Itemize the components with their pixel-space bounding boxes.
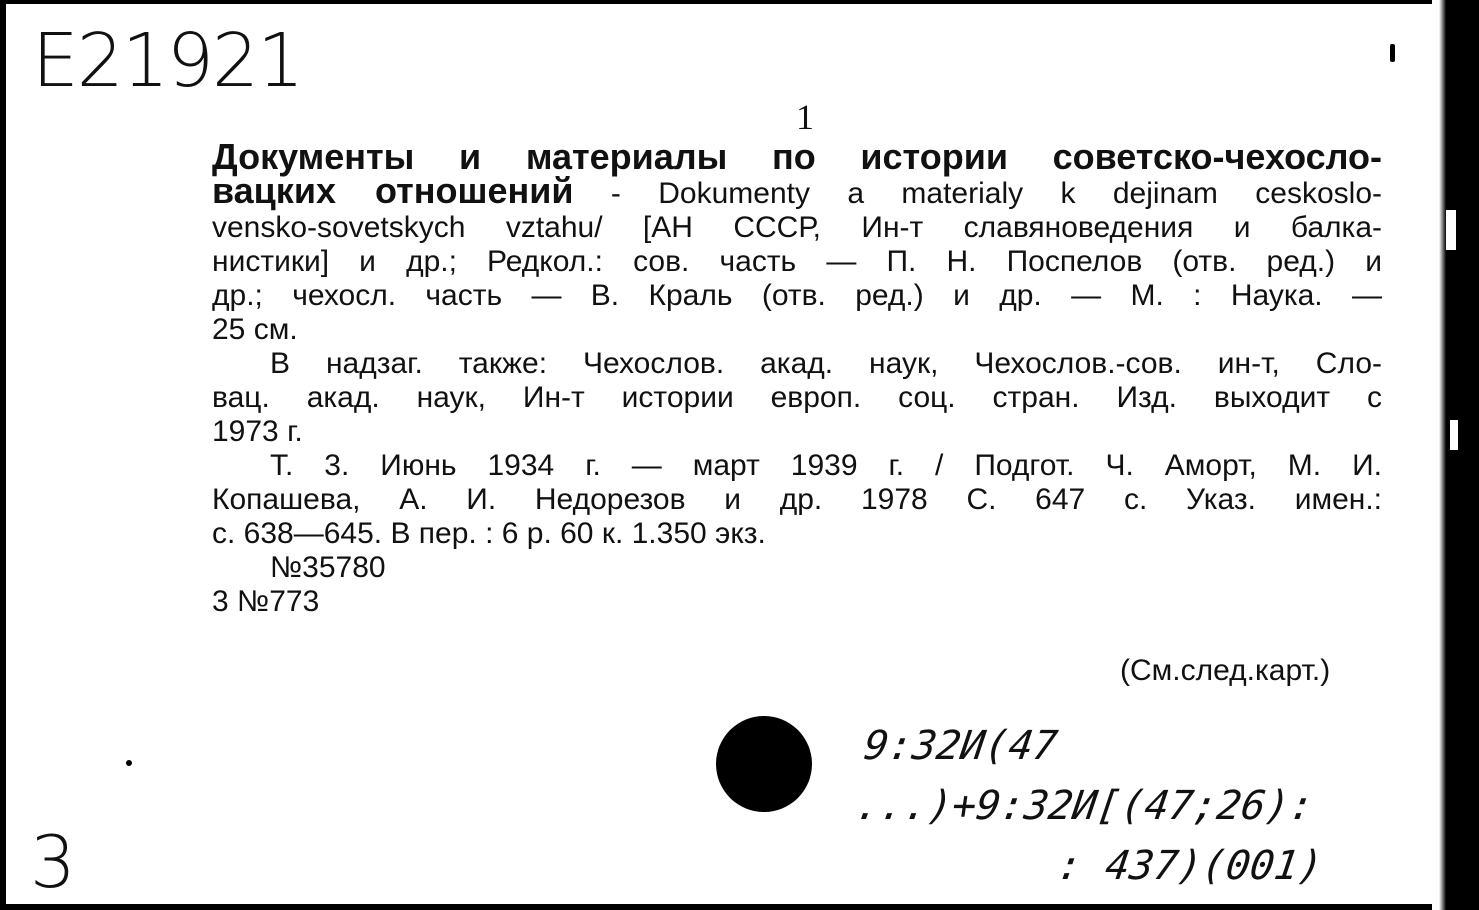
classification-line-1: 9:32И(47 ...)+9:32И[(47;26): [852,723,1317,829]
punch-hole [716,716,812,812]
corner-mark: 3 [30,820,76,904]
inventory-number-1: №35780 [270,551,386,584]
card-border-top [0,0,1440,4]
text-line-4: нистики] и др.; Редкол.: сов. часть — П. Н. Поспелов (отв. ред.) и [212,245,1382,278]
text-line-5: др.; чехосл. часть — В. Краль (отв. ред.) и др. — М. : Наука. — [212,279,1382,312]
note-line-2: вац. акад. наук, Ин-т истории европ. соц. стран. Изд. выходит с [212,381,1382,414]
volume-line-1: Т. 3. Июнь 1934 г. — март 1939 г. / Подгот. Ч. Аморт, М. И. [270,449,1382,482]
classification-line-2: : 437)(001) [1054,843,1326,889]
see-next-card: (См.след.карт.) [1120,654,1331,687]
handwritten-id: E21921 [32,18,303,104]
title-line-1: Документы и материалы по истории советско-чехосло- [212,136,1382,177]
text-line-3: vensko-sovetskych vztahu/ [АН СССР, Ин-т славяноведения и балка- [212,211,1382,244]
card-body [212,136,1382,619]
note-line-1: В надзаг. также: Чехослов. акад. наук, Чехослов.-сов. ин-т, Сло- [270,347,1382,380]
note-paragraph [212,347,1382,449]
ink-speck [1390,44,1395,62]
card-border-left [0,0,6,910]
text-line-2: вацких отношений - Dokumenty a materialy k dejinam ceskoslo- [212,170,1382,211]
page-number: 1 [796,97,814,137]
inventory-number-2: 3 №773 [212,585,320,618]
volume-paragraph [212,449,1382,551]
card-border-bottom [0,904,1479,910]
note-line-3: 1973 г. [212,415,303,448]
volume-line-3: с. 638—645. В пер. : 6 р. 60 к. 1.350 экз. [212,517,766,550]
text-line-6: 25 см. [212,313,298,346]
classification-code [843,716,1479,896]
description-paragraph [212,136,1382,347]
volume-line-2: Копашева, А. И. Недорезов и др. 1978 С. 647 с. Указ. имен.: [212,483,1382,516]
ink-speck [126,760,132,766]
